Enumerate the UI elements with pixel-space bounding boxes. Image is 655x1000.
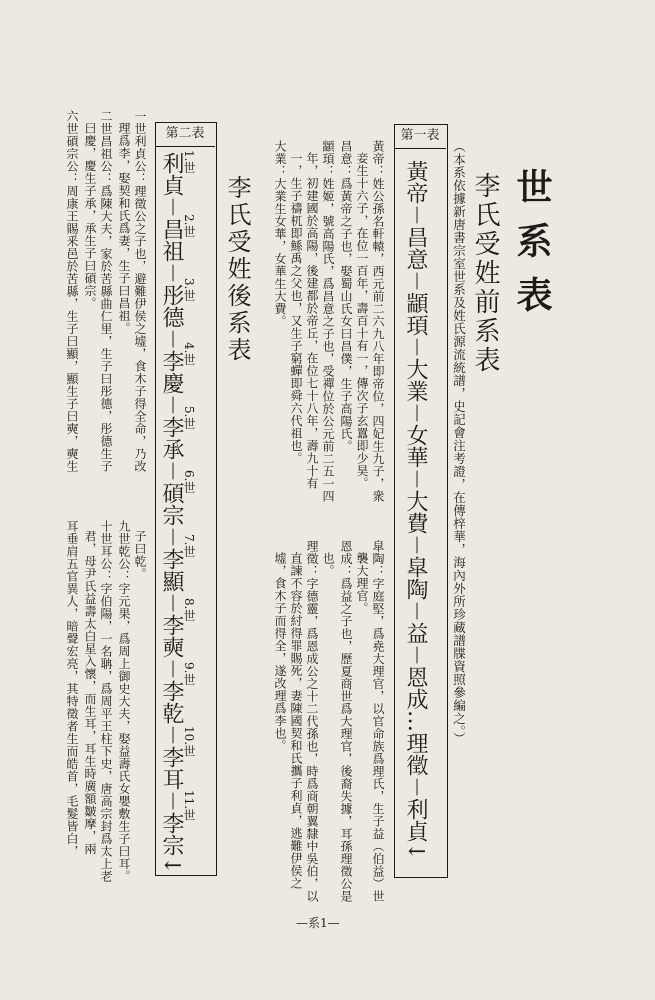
- generation-label: 6.世: [182, 470, 196, 494]
- bio-line: 襲大理官。: [355, 552, 369, 615]
- bio-line: 曰慶，慶生子承，承生子曰碩宗。: [83, 122, 97, 310]
- generation-label: 4.世: [182, 342, 196, 366]
- bio-line: 一世利貞公：理徵公之子也，避難伊侯之墟，食木子得全命，乃改: [133, 110, 147, 473]
- table1-lineage: 黃帝－昌意－顓頊－大業－女華－大費－皐陶－益－恩成…理徵－利貞↓: [403, 160, 428, 861]
- bio-line: 皐陶：字庭堅，爲堯大理官，以官命族爲理氏，生子益（伯益）世: [371, 540, 385, 903]
- bio-line: 大業：大業生女華，女華生大費。: [273, 140, 287, 328]
- generation-label: 1.世: [182, 150, 196, 174]
- table1-label: 第一表: [394, 124, 446, 149]
- bio-line: 黃帝：姓公孫名軒轅，西元前二六九八年即帝位，四妃生九子，衆: [371, 140, 385, 503]
- bio-line: 妾生十六子，在位一百年，壽百十有一，傳次子玄囂即少昊。: [355, 152, 369, 490]
- bio-line: 直諫不容於紂得罪賜死，妻陳國契和氏攜子利貞，逃難伊侯之: [289, 552, 303, 890]
- bio-line: 理徵：字德靈，爲恩成公之十二代孫也，時爲商朝翼隸中吳伯，以: [305, 540, 319, 903]
- table2-label: 第二表: [155, 122, 215, 147]
- section-title-post: 李氏受姓後系表: [223, 175, 251, 364]
- bio-line: 也。: [321, 552, 335, 577]
- generation-label: 7.世: [182, 534, 196, 558]
- bio-line: 子曰乾。: [133, 530, 147, 580]
- bio-line: 二世昌祖公：爲陳大夫，家於苦縣曲仁里，生子曰彤德，彤德生子: [99, 110, 113, 473]
- generation-label: 10.世: [182, 726, 196, 758]
- generation-label: 9.世: [182, 662, 196, 686]
- generation-label: 5.世: [182, 406, 196, 430]
- bio-line: 六世碩宗公：周康王賜釆邑於苦縣，生子曰顯，顯生子曰奭，奭生: [65, 110, 79, 473]
- bio-line: 耳垂肩五官異人，暗聲宏亮，其特徵者生而皓首，毛髮皆白，: [65, 520, 79, 858]
- bio-line: 君，母尹氏益壽太白星入懷，而生耳，耳生時廣額皺摩，兩: [83, 530, 97, 855]
- page-number: —系1—: [296, 916, 340, 930]
- bio-line: 恩成：爲益之子也，歷夏商世爲大理官，後裔失據，耳孫理徵公是: [339, 540, 353, 903]
- bio-line: 一，生子禱杌即鯀禹之父也，又生子窮蟬即舜六代祖也。: [289, 152, 303, 465]
- bio-line: 年，初建國於高陽，後建都於帝丘，在位七十八年，壽九十有: [305, 152, 319, 490]
- bio-line: 顓頊：姓姬，號高陽氏，爲昌意之子也，受禪位於公元前二五一四: [321, 140, 335, 503]
- generation-column: [183, 150, 213, 870]
- bio-line: 九世乾公：字元果，爲周上御史大夫，娶益壽氏女嬰敷生子曰耳。: [117, 520, 131, 883]
- source-note: （本系依據新唐書宗室世系及姓氏源流統譜，史記會注考證，在傳梓華，海內外所珍藏譜牒資照參編之。）: [451, 140, 467, 745]
- table2-lineage: 利貞－昌祖－彤德－李慶－李承－碩宗－李顯－李奭－李乾－李耳－李宗↓: [159, 152, 184, 875]
- bio-line: 理爲李，娶契和氏爲妻，生子曰昌祖。: [117, 122, 131, 335]
- generation-label: 11.世: [182, 790, 196, 822]
- generation-label: 3.世: [182, 278, 196, 302]
- section-title-pre: 李氏受姓前系表: [470, 172, 500, 375]
- page-title: 世系表: [511, 168, 553, 330]
- bio-line: 墟，食木子而得全，遂改理爲李也。: [273, 552, 287, 752]
- bio-line: 昌意：爲黃帝之子也，娶蜀山氏女曰昌僕，生子高陽氏。: [339, 140, 353, 453]
- bio-line: 十世耳公：字伯陽，一名聃，爲周平王柱下史，唐高宗封爲太上老: [99, 520, 113, 883]
- generation-label: 8.世: [182, 598, 196, 622]
- generation-label: 2.世: [182, 214, 196, 238]
